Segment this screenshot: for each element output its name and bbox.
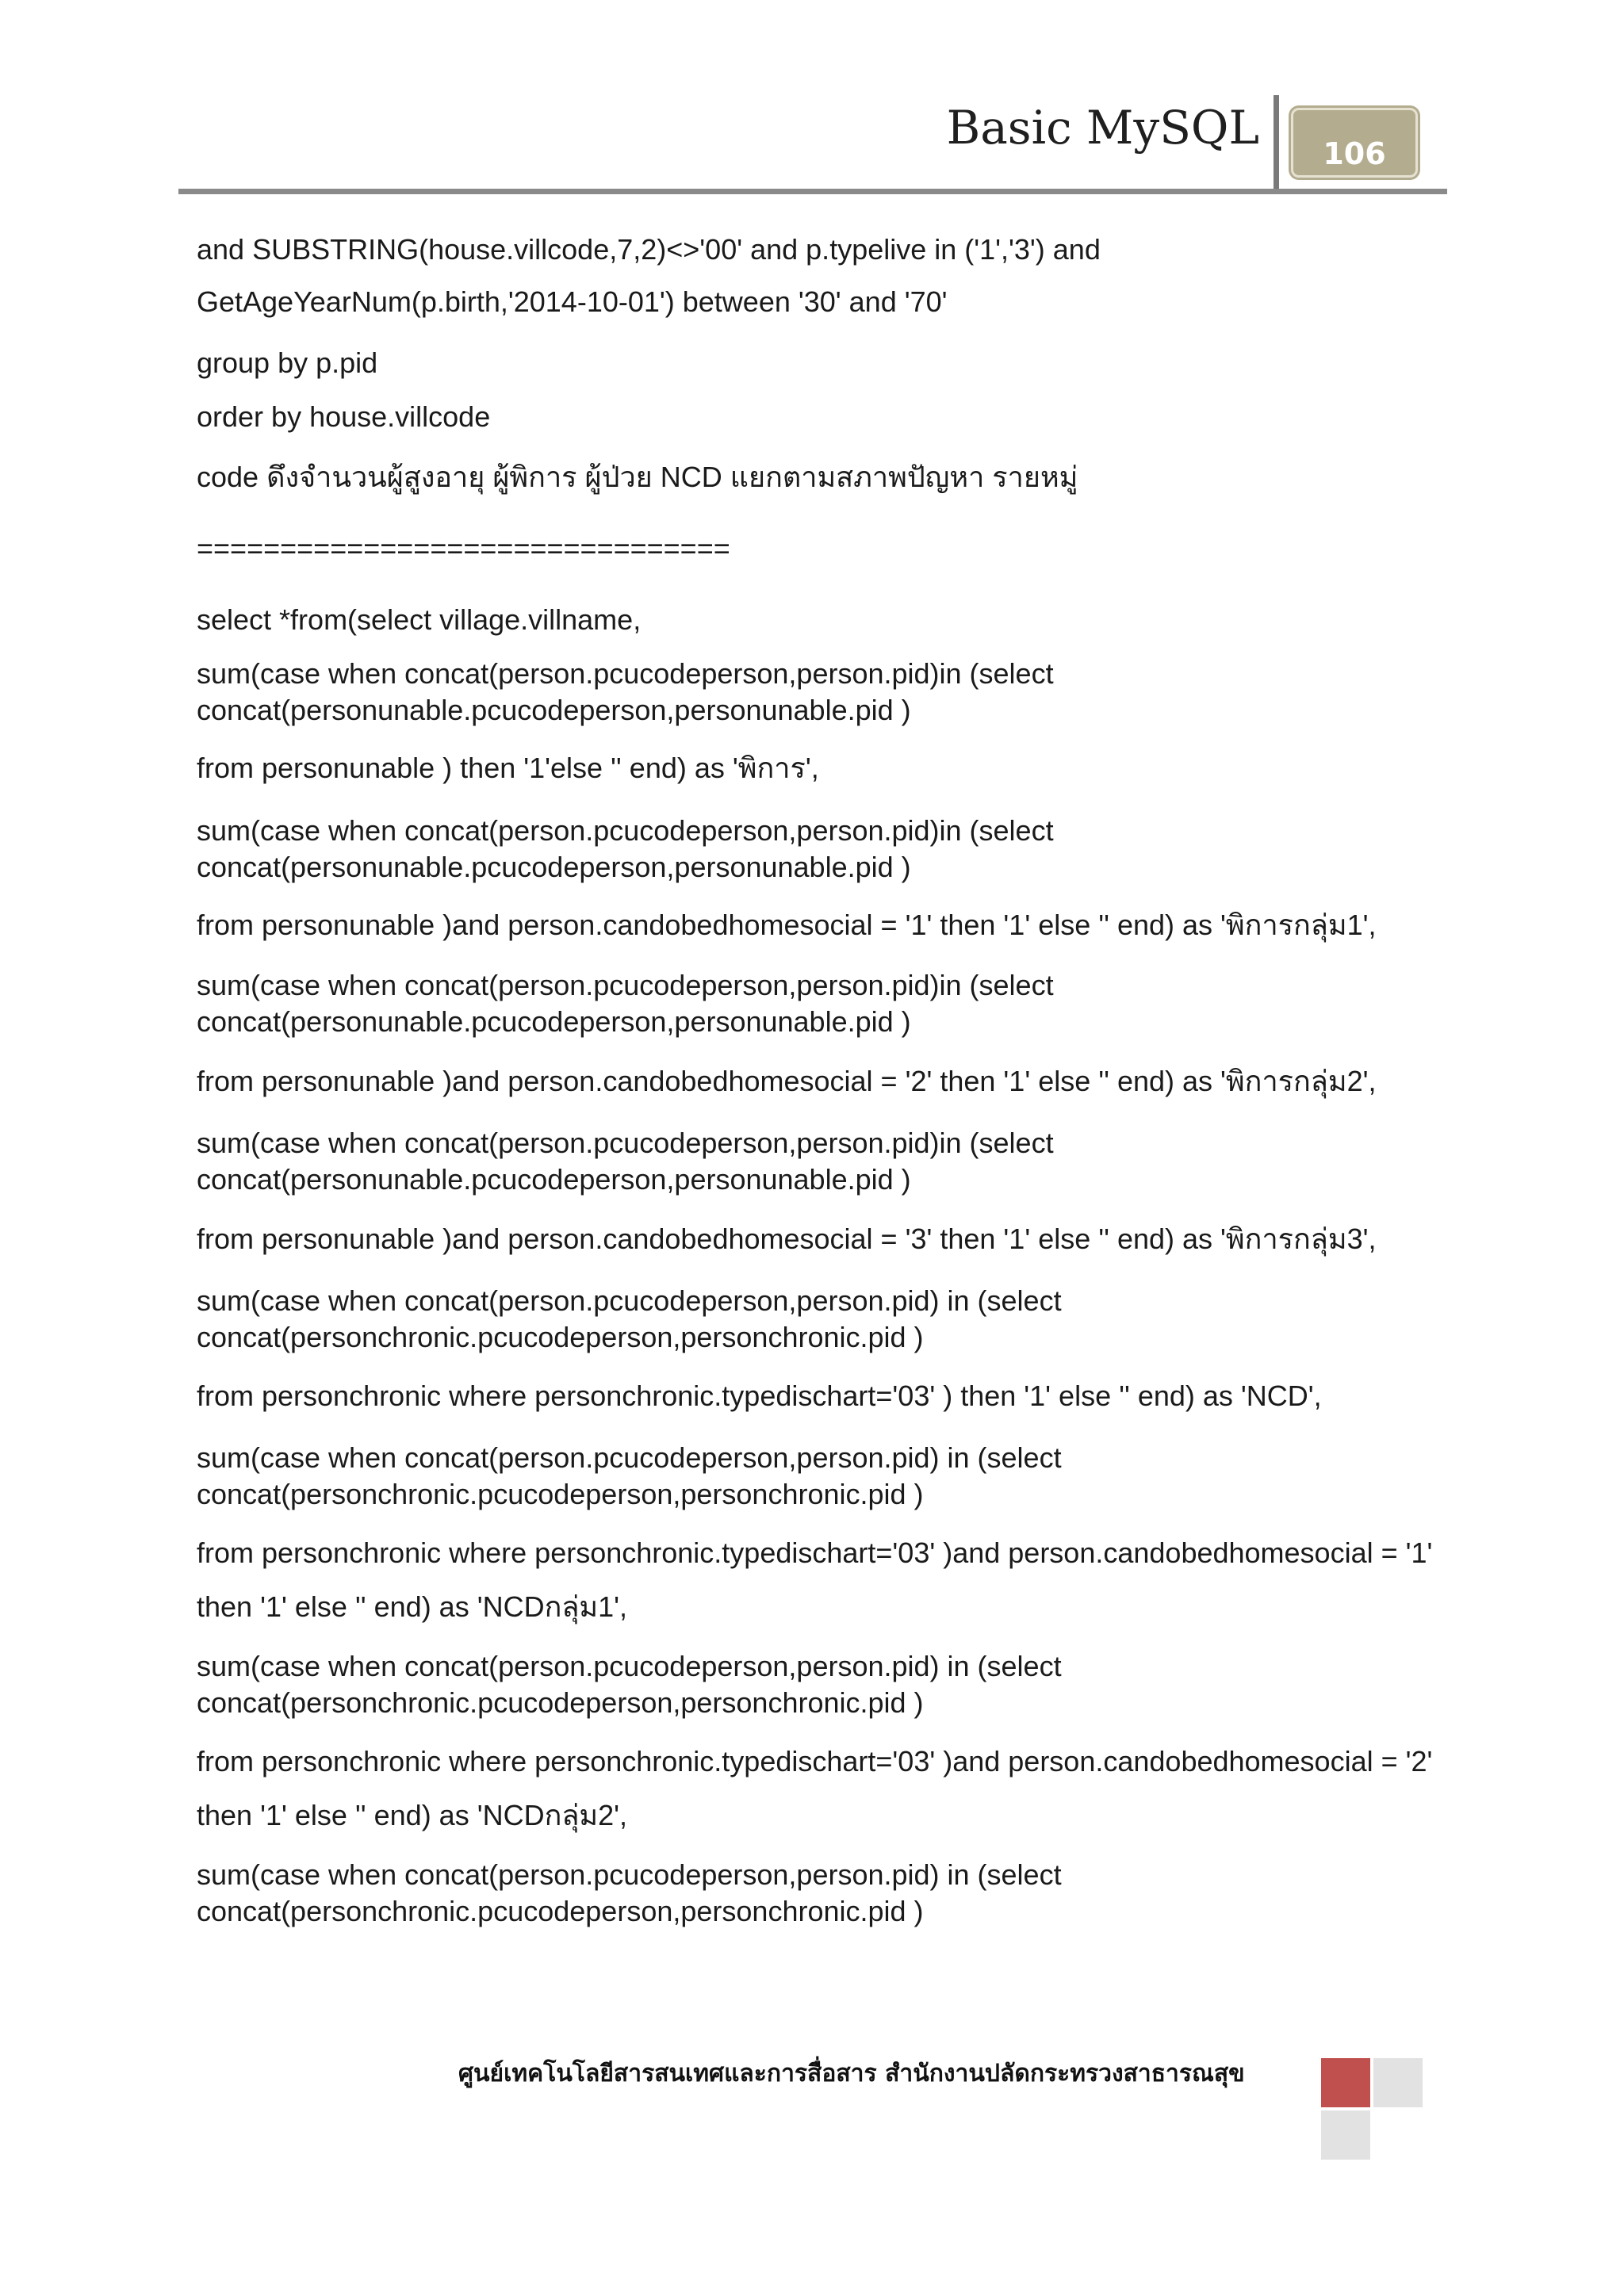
code-line: concat(personchronic.pcucodeperson,personchronic.pid )	[197, 1478, 924, 1510]
code-line: sum(case when concat(person.pcucodeperson,person.pid)in (select	[197, 969, 1054, 1001]
code-line: sum(case when concat(person.pcucodeperson,person.pid) in (select	[197, 1441, 1062, 1474]
code-line: GetAgeYearNum(p.birth,'2014-10-01') between '30' and '70'	[197, 285, 948, 318]
code-line: concat(personunable.pcucodeperson,personunable.pid )	[197, 694, 911, 726]
code-line: then '1' else '' end) as 'NCDกลุ่ม1',	[197, 1590, 628, 1623]
code-line: from personunable )and person.candobedhomesocial = '2' then '1' else '' end) as 'พิการกลุ่ม2',	[197, 1065, 1377, 1097]
header-title: Basic MySQL	[946, 101, 1259, 155]
footer-accent-red-square	[1321, 2058, 1370, 2107]
header-divider	[1274, 95, 1279, 190]
code-line: select *from(select village.villname,	[197, 603, 642, 636]
code-line: concat(personchronic.pcucodeperson,personchronic.pid )	[197, 1321, 924, 1353]
code-line: sum(case when concat(person.pcucodeperson,person.pid)in (select	[197, 1127, 1054, 1159]
page-number-badge	[1291, 108, 1418, 178]
code-line: sum(case when concat(person.pcucodeperson,person.pid) in (select	[197, 1650, 1062, 1682]
code-line: from personchronic where personchronic.typedischart='03' ) then '1' else '' end) as 'NCD',	[197, 1380, 1322, 1412]
code-line: from personunable )and person.candobedhomesocial = '1' then '1' else '' end) as 'พิการกลุ่ม1',	[197, 909, 1377, 941]
code-line: concat(personunable.pcucodeperson,personunable.pid )	[197, 851, 911, 883]
page-number: 106	[1323, 136, 1386, 171]
code-line: sum(case when concat(person.pcucodeperson,person.pid) in (select	[197, 1858, 1062, 1891]
code-line: sum(case when concat(person.pcucodeperson,person.pid) in (select	[197, 1284, 1062, 1317]
code-line: from personunable ) then '1'else '' end) as 'พิการ',	[197, 752, 819, 784]
code-line: and SUBSTRING(house.villcode,7,2)<>'00' and p.typelive in ('1','3') and	[197, 233, 1101, 266]
code-line: order by house.villcode	[197, 400, 491, 433]
code-line: concat(personchronic.pcucodeperson,personchronic.pid )	[197, 1686, 924, 1719]
code-line: sum(case when concat(person.pcucodeperson,person.pid)in (select	[197, 657, 1054, 690]
code-line: from personchronic where personchronic.typedischart='03' )and person.candobedhomesocial = '1'	[197, 1536, 1433, 1569]
header-rule	[178, 189, 1447, 194]
code-line: sum(case when concat(person.pcucodeperson,person.pid)in (select	[197, 814, 1054, 847]
code-line: from personunable )and person.candobedhomesocial = '3' then '1' else '' end) as 'พิการกลุ่ม3',	[197, 1223, 1377, 1255]
code-line: concat(personchronic.pcucodeperson,personchronic.pid )	[197, 1895, 924, 1927]
code-line: code ดึงจำนวนผู้สูงอายุ ผู้พิการ ผู้ป่วย NCD แยกตามสภาพปัญหา รายหมู่	[197, 461, 1078, 493]
separator-line: ================================	[197, 532, 730, 564]
code-line: group by p.pid	[197, 346, 378, 379]
footer-text: ศูนย์เทคโนโลยีสารสนเทศและการสื่อสาร สำนักงานปลัดกระทรวงสาธารณสุข	[458, 2060, 1245, 2087]
footer-accent-gray-square	[1321, 2110, 1370, 2160]
body-text	[197, 232, 1434, 1930]
code-line: then '1' else '' end) as 'NCDกลุ่ม2',	[197, 1799, 628, 1831]
footer-accent-gray-square	[1373, 2058, 1423, 2107]
code-line: concat(personunable.pcucodeperson,personunable.pid )	[197, 1005, 911, 1038]
code-line: from personchronic where personchronic.typedischart='03' )and person.candobedhomesocial = '2'	[197, 1745, 1433, 1777]
code-line: concat(personunable.pcucodeperson,personunable.pid )	[197, 1163, 911, 1196]
